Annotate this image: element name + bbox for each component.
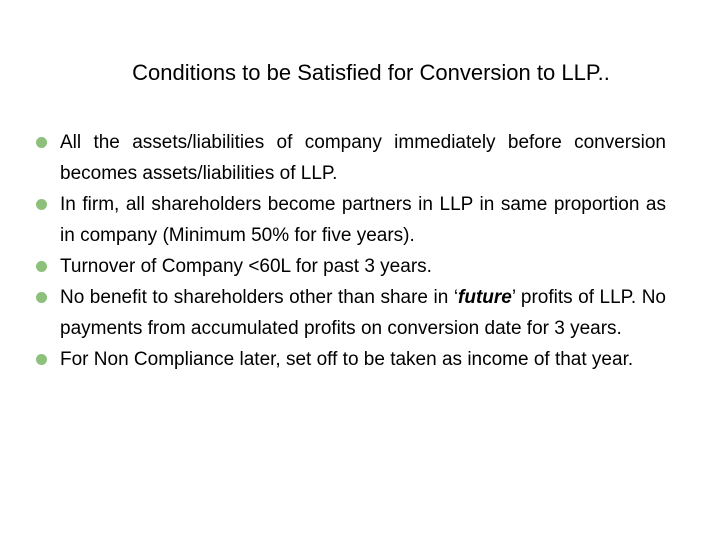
- bullet-text: All the assets/liabilities of company immediately before conversion becomes assets/liabilities of LLP.: [60, 132, 666, 184]
- bullet-text: Turnover of Company <60L for past 3 years.: [60, 256, 432, 277]
- bullet-dot-icon: [36, 199, 47, 210]
- bullet-dot-icon: [36, 292, 47, 303]
- slide-title-text: Conditions to be Satisfied for Conversion to LLP..: [132, 60, 610, 85]
- bullet-item-turnover: [36, 251, 666, 282]
- bullet-item-shareholders: [36, 189, 666, 251]
- slide-title: [0, 58, 720, 88]
- bullet-emphasis: future: [458, 287, 512, 308]
- bullet-text-after: ’ profits of LLP. No payments from accumulated profits on conversion date for 3 years.: [60, 287, 666, 339]
- bullet-text: For Non Compliance later, set off to be taken as income of that year.: [60, 349, 634, 370]
- bullet-item-non-compliance: [36, 344, 666, 375]
- bullet-text: In firm, all shareholders become partners in LLP in same proportion as in company (Minimum 50% for five years).: [60, 194, 666, 246]
- bullet-dot-icon: [36, 261, 47, 272]
- bullet-list: [36, 127, 666, 375]
- bullet-dot-icon: [36, 354, 47, 365]
- bullet-dot-icon: [36, 137, 47, 148]
- bullet-item-benefit: [36, 282, 666, 344]
- bullet-text-before: No benefit to shareholders other than share in ‘: [60, 287, 459, 308]
- bullet-item-assets: [36, 127, 666, 189]
